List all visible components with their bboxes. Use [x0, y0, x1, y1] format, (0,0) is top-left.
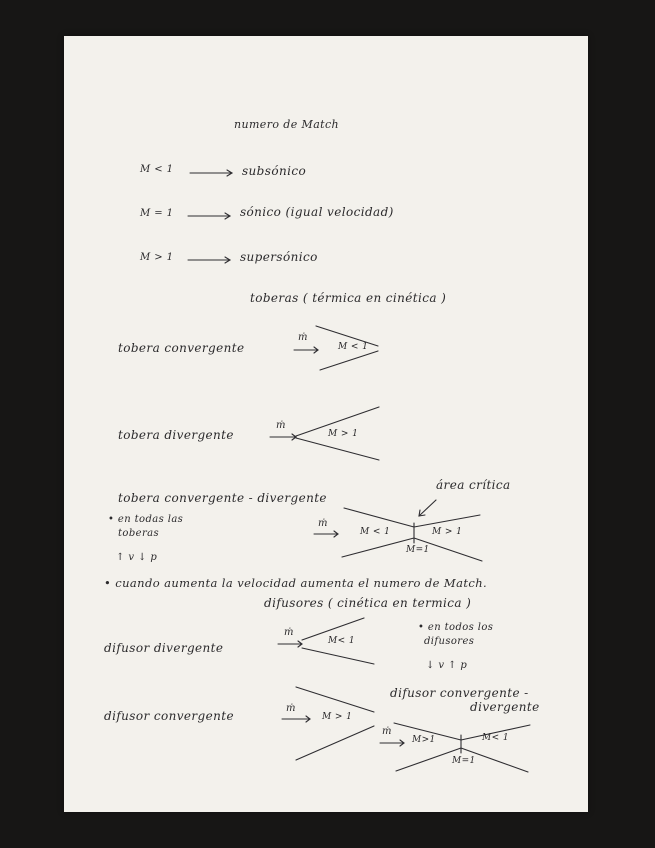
- tobera-conv-div-label: tobera convergente - divergente: [118, 491, 327, 505]
- note-difusores-line2: difusores: [424, 636, 475, 647]
- flow-symbol-5: ṁ: [286, 703, 296, 714]
- flow-symbol-4: ṁ: [284, 627, 294, 638]
- difusor-convergente-label: difusor convergente: [104, 709, 234, 723]
- mach-result-2: sónico (igual velocidad): [240, 205, 394, 219]
- tobera-convergente-mach: M < 1: [338, 342, 369, 352]
- notebook-page: [64, 36, 588, 812]
- difusor-conv-div-label-2: divergente: [470, 700, 540, 714]
- diffuser-conv-lower-wall: [296, 726, 374, 760]
- cd-nozzle-upper-right: [414, 515, 480, 527]
- cd-nozzle-right-mach: M > 1: [432, 527, 463, 537]
- mach-condition-3: M > 1: [140, 252, 174, 263]
- tobera-divergente-mach: M > 1: [328, 429, 359, 439]
- page-title: numero de Match: [234, 118, 340, 131]
- cd-diffuser-left-mach: M>1: [412, 735, 436, 745]
- critical-area-pointer: [419, 500, 436, 516]
- tobera-divergente-label: tobera divergente: [118, 428, 234, 442]
- note-difusores-relation: ↓ v ↑ p: [426, 660, 468, 671]
- critical-area-label: área crítica: [436, 478, 511, 492]
- note-toberas-line2: toberas: [118, 528, 160, 539]
- note-toberas-relation: ↑ v ↓ p: [116, 552, 158, 563]
- toberas-heading: toberas ( térmica en cinética ): [250, 291, 447, 305]
- flow-symbol-6: ṁ: [382, 726, 392, 737]
- cd-nozzle-throat-mach: M=1: [406, 545, 430, 555]
- mach-condition-2: M = 1: [140, 208, 174, 219]
- diffuser-conv-upper-wall: [296, 687, 374, 712]
- note-toberas-line1: • en todas las: [108, 514, 184, 525]
- cd-nozzle-upper-left: [344, 508, 414, 527]
- mach-result-1: subsónico: [242, 164, 307, 178]
- cd-nozzle-lower-left: [342, 538, 414, 557]
- mach-result-3: supersónico: [240, 250, 318, 264]
- note-general: • cuando aumenta la velocidad aumenta el numero de Match.: [104, 576, 488, 590]
- difusor-convergente-mach: M > 1: [322, 712, 353, 722]
- difusor-conv-div-label-1: difusor convergente -: [390, 686, 529, 700]
- cd-diffuser-right-mach: M< 1: [482, 733, 509, 743]
- flow-symbol-3: ṁ: [318, 518, 328, 529]
- nozzle-conv-lower-wall: [320, 351, 378, 370]
- tobera-convergente-label: tobera convergente: [118, 341, 245, 355]
- difusor-divergente-mach: M< 1: [328, 636, 355, 646]
- nozzle-div-lower-wall: [296, 438, 379, 460]
- note-difusores-line1: • en todos los: [418, 622, 494, 633]
- difusores-heading: difusores ( cinética en termica ): [264, 596, 472, 610]
- cd-diffuser-throat-mach: M=1: [452, 756, 476, 766]
- flow-symbol-2: ṁ: [276, 420, 286, 431]
- cd-nozzle-left-mach: M < 1: [360, 527, 391, 537]
- difusor-divergente-label: difusor divergente: [104, 641, 224, 655]
- diffuser-div-lower-wall: [302, 648, 374, 664]
- flow-symbol-1: ṁ: [298, 332, 308, 343]
- mach-condition-1: M < 1: [140, 164, 174, 175]
